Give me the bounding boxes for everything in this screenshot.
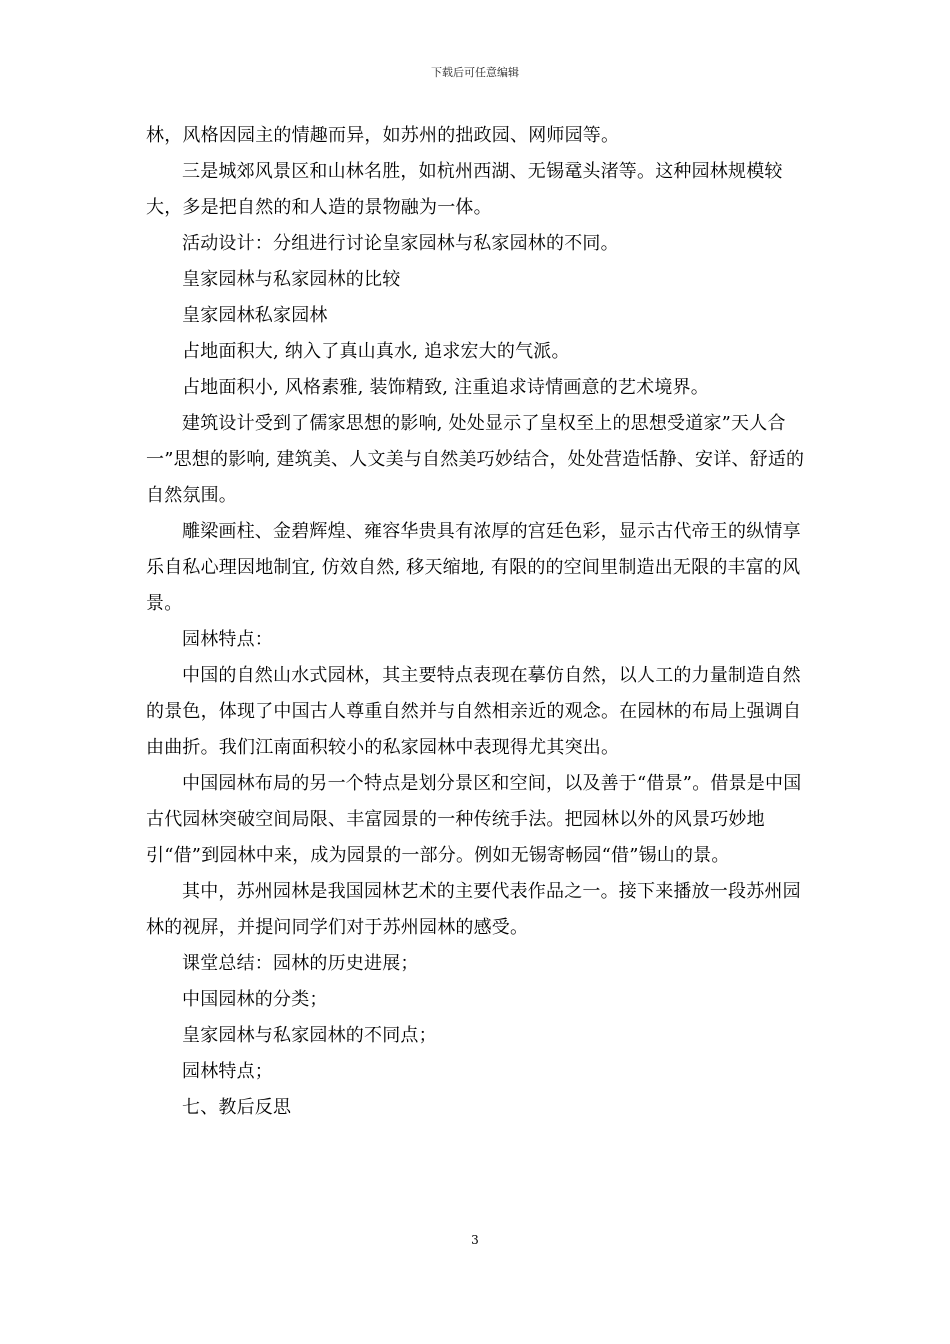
summary-item: 中国园林的分类； [182,989,328,1010]
paragraph: 皇家园林私家园林 [182,305,328,326]
section-heading: 园林特点： [182,629,273,650]
paragraph: 雕梁画柱、金碧辉煌、雍容华贵具有浓厚的宫廷色彩，显示古代帝王的纵情享乐自私心理因地制宜, 仿效自然, 移天缩地, 有限的的空间里制造出无限的丰富的风景。 [146,521,801,614]
summary-item: 皇家园林与私家园林的不同点； [182,1025,437,1046]
paragraph: 林，风格因园主的情趣而异，如苏州的拙政园、网师园等。 [146,125,620,146]
paragraph: 中国的自然山水式园林，其主要特点表现在摹仿自然，以人工的力量制造自然的景色，体现了中国古人尊重自然并与自然相亲近的观念。在园林的布局上强调自由曲折。我们江南面积较小的私家园林中表现得尤其突出。 [146,665,802,758]
paragraph: 占地面积小, 风格素雅, 装饰精致, 注重追求诗情画意的艺术境界。 [182,377,709,398]
paragraph: 其中，苏州园林是我国园林艺术的主要代表作品之一。接下来播放一段苏州园林的视屏，并提问同学们对于苏州园林的感受。 [146,881,801,938]
page-number: 3 [471,1233,479,1247]
paragraph: 中国园林布局的另一个特点是划分景区和空间，以及善于“借景”。借景是中国古代园林突破空间局限、丰富园景的一种传统手法。把园林以外的风景巧妙地引“借”到园林中来，成为园景的一部分。例如无锡寄畅园“借”锡山的景。 [146,773,802,866]
page-header: 下载后可任意编辑 [431,66,519,79]
section-heading: 七、教后反思 [182,1097,292,1118]
paragraph: 建筑设计受到了儒家思想的影响, 处处显示了皇权至上的思想受道家”天人合一”思想的影响, 建筑美、人文美与自然美巧妙结合，处处营造恬静、安详、舒适的自然氛围。 [146,413,805,506]
paragraph: 活动设计：分组进行讨论皇家园林与私家园林的不同。 [182,233,619,254]
paragraph: 三是城郊风景区和山林名胜，如杭州西湖、无锡鼋头渚等。这种园林规模较大，多是把自然的和人造的景物融为一体。 [146,161,783,218]
summary-item: 课堂总结：园林的历史进展； [182,953,419,974]
paragraph: 占地面积大, 纳入了真山真水, 追求宏大的气派。 [182,341,570,362]
summary-item: 园林特点； [182,1061,273,1082]
paragraph: 皇家园林与私家园林的比较 [182,269,401,290]
document-body [146,118,806,1126]
